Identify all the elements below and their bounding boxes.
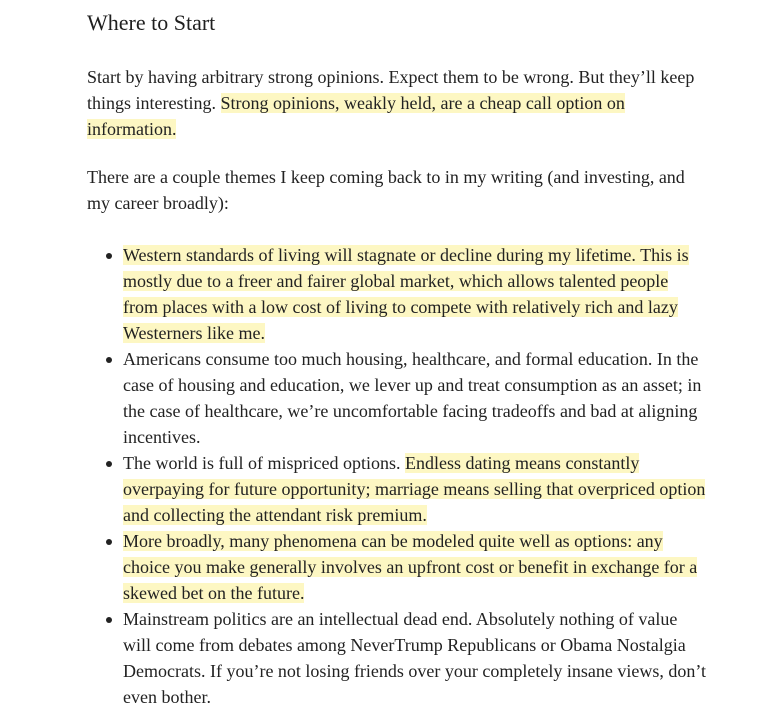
list-item xyxy=(87,346,707,450)
bullet-icon xyxy=(106,253,112,259)
intro-text: Start by having arbitrary strong opinions. Expect them to be wrong. But they’ll keep things interesting. xyxy=(87,67,695,113)
list-item xyxy=(87,528,707,606)
list-item xyxy=(87,606,707,710)
themes-list xyxy=(87,242,707,710)
bullet-icon xyxy=(106,461,112,467)
bullet-icon xyxy=(106,539,112,545)
list-item xyxy=(87,450,707,528)
list-item-highlight: More broadly, many phenomena can be modeled quite well as options: any choice you make generally involves an upfront cost or benefit in exchange for a skewed bet on the future. xyxy=(123,531,698,603)
article-body xyxy=(87,0,707,710)
bullet-icon xyxy=(106,617,112,623)
intro-paragraph xyxy=(87,64,707,142)
intro-highlight: Strong opinions, weakly held, are a cheap call option on information. xyxy=(87,93,625,139)
list-item-text: Mainstream politics are an intellectual dead end. Absolutely nothing of value will come from debates among NeverTrump Republicans or Obama Nostalgia Democrats. If you’re not losing friends over your completely insane views, don’t even bother. xyxy=(123,609,707,707)
list-item-text: The world is full of mispriced options. xyxy=(123,453,405,473)
list-item-highlight: Western standards of living will stagnate or decline during my lifetime. This is mostly due to a freer and fairer global market, which allows talented people from places with a low cost of living to compete with relatively rich and lazy Westerners like me. xyxy=(123,245,689,343)
list-item xyxy=(87,242,707,346)
list-item-highlight: Endless dating means constantly overpaying for future opportunity; marriage means selling that overpriced option and collecting the attendant risk premium. xyxy=(123,453,706,525)
themes-intro-paragraph: There are a couple themes I keep coming back to in my writing (and investing, and my career broadly): xyxy=(87,167,685,213)
section-title: Where to Start xyxy=(87,10,216,35)
bullet-icon xyxy=(106,357,112,363)
list-item-text: Americans consume too much housing, healthcare, and formal education. In the case of housing and education, we lever up and treat consumption as an asset; in the case of healthcare, we’re uncomfortable facing tradeoffs and bad at aligning incentives. xyxy=(123,349,702,447)
